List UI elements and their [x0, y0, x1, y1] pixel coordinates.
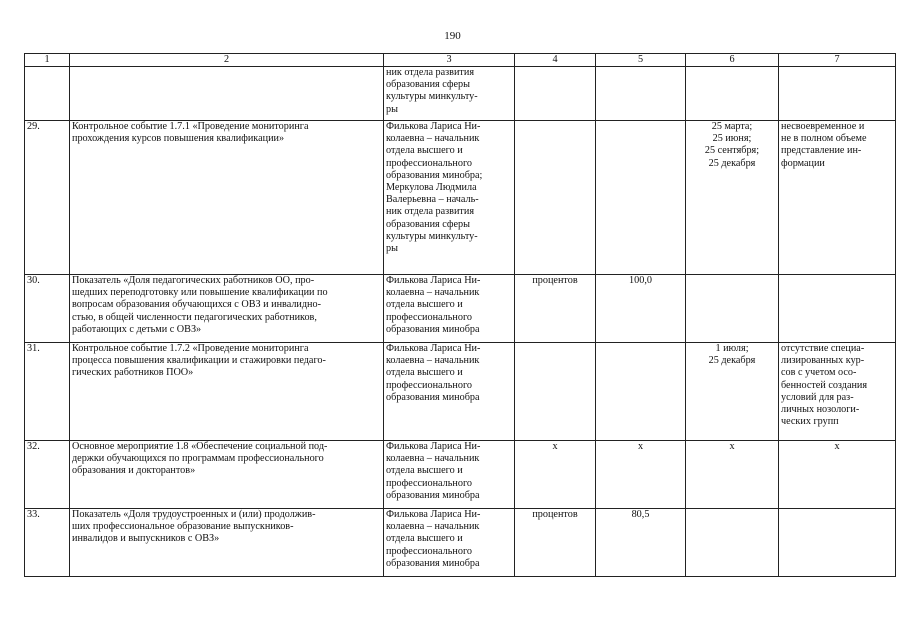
table-row — [25, 343, 896, 441]
cell-line: колаевна – начальник — [386, 521, 480, 533]
column-header: 3 — [384, 54, 515, 67]
cell-line: х — [834, 441, 840, 452]
row-unit — [515, 441, 596, 509]
cell-line: Филькова Лариса Ни- — [386, 343, 481, 354]
data-table — [24, 53, 896, 577]
cell-line: Филькова Лариса Ни- — [386, 509, 481, 520]
row-number: 32. — [25, 441, 70, 509]
row-responsible — [384, 441, 515, 509]
row-number: 29. — [25, 121, 70, 275]
row-responsible — [384, 121, 515, 275]
row-number: 31. — [25, 343, 70, 441]
cell-line: образования сферы — [386, 79, 470, 91]
row-responsible — [384, 509, 515, 577]
cell-line: 25 марта; — [711, 121, 753, 132]
row-dates — [686, 343, 779, 441]
column-header: 7 — [779, 54, 896, 67]
row-number: 33. — [25, 509, 70, 577]
column-header: 5 — [596, 54, 686, 67]
table-row — [25, 441, 896, 509]
row-unit — [515, 275, 596, 343]
row-risk — [779, 441, 896, 509]
row-dates — [686, 67, 779, 121]
cell-line: отдела высшего и — [386, 145, 463, 157]
cell-line: сов с учетом осо- — [781, 367, 857, 379]
row-value — [596, 441, 686, 509]
row-number: 30. — [25, 275, 70, 343]
cell-line: не в полном объеме — [781, 133, 867, 145]
cell-line: Контрольное событие 1.7.2 «Проведение мониторинга — [72, 343, 309, 354]
header-row — [25, 54, 896, 67]
cell-line: образования минобра — [386, 391, 480, 403]
cell-line: х — [729, 441, 735, 452]
cell-line: 25 июня; — [712, 133, 752, 145]
row-description — [70, 509, 384, 577]
cell-line: Показатель «Доля педагогических работников ОО, про- — [72, 275, 315, 286]
cell-line: 1 июля; — [715, 343, 749, 354]
table-body — [25, 67, 896, 577]
row-dates — [686, 275, 779, 343]
row-dates — [686, 121, 779, 275]
cell-line: ник отдела развития — [386, 206, 475, 218]
cell-line: бенностей создания — [781, 379, 868, 391]
cell-line: 25 сентября; — [704, 145, 760, 157]
cell-line: Основное мероприятие 1.8 «Обеспечение социальной под- — [72, 441, 328, 452]
cell-line: условий для раз- — [781, 391, 854, 403]
cell-line: отдела высшего и — [386, 367, 463, 379]
cell-line: культуры минкульту- — [386, 91, 478, 103]
cell-line: колаевна – начальник — [386, 355, 480, 367]
row-number — [25, 67, 70, 121]
table-row — [25, 67, 896, 121]
row-unit — [515, 343, 596, 441]
cell-line: образования сферы — [386, 218, 470, 230]
cell-line: колаевна – начальник — [386, 287, 480, 299]
row-value — [596, 121, 686, 275]
cell-line: колаевна – начальник — [386, 453, 480, 465]
row-value — [596, 343, 686, 441]
row-responsible — [384, 275, 515, 343]
cell-line: держки обучающихся по программам профессионального — [72, 453, 324, 465]
row-description — [70, 441, 384, 509]
row-value — [596, 275, 686, 343]
cell-line: 80,5 — [631, 509, 650, 520]
row-responsible — [384, 343, 515, 441]
cell-line: отдела высшего и — [386, 533, 463, 545]
cell-line: формации — [781, 157, 825, 169]
cell-line: Филькова Лариса Ни- — [386, 275, 481, 286]
cell-line: Меркулова Людмила — [386, 182, 477, 194]
cell-line: работающих с детьми с ОВЗ» — [72, 323, 202, 335]
cell-line: 25 декабря — [708, 157, 756, 169]
cell-line: инвалидов и выпускников с ОВЗ» — [72, 533, 220, 545]
row-value — [596, 67, 686, 121]
cell-line: образования минобра — [386, 557, 480, 569]
cell-line: стью, в общей численности педагогических работников, — [72, 311, 317, 323]
cell-line: профессионального — [386, 545, 472, 557]
column-header: 4 — [515, 54, 596, 67]
row-unit — [515, 509, 596, 577]
table-row — [25, 121, 896, 275]
row-dates — [686, 509, 779, 577]
cell-line: образования минобра — [386, 323, 480, 335]
cell-line: профессионального — [386, 311, 472, 323]
cell-line: ры — [386, 243, 398, 255]
cell-line: лизированных кур- — [781, 355, 865, 367]
row-description — [70, 67, 384, 121]
cell-line: Филькова Лариса Ни- — [386, 441, 481, 452]
row-risk — [779, 275, 896, 343]
cell-line: несвоевременное и — [781, 121, 865, 132]
page-number: 190 — [444, 30, 461, 42]
cell-line: профессионального — [386, 477, 472, 489]
table-row — [25, 509, 896, 577]
cell-line: ших профессиональное образование выпускников- — [72, 521, 294, 533]
table-row — [25, 275, 896, 343]
cell-line: 25 декабря — [708, 355, 756, 367]
cell-line: личных нозологи- — [781, 404, 860, 416]
cell-line: процентов — [532, 275, 578, 286]
column-header: 2 — [70, 54, 384, 67]
column-header: 6 — [686, 54, 779, 67]
row-risk — [779, 121, 896, 275]
cell-line: отдела высшего и — [386, 299, 463, 311]
cell-line: Валерьевна – началь- — [386, 194, 479, 206]
row-risk — [779, 509, 896, 577]
row-dates — [686, 441, 779, 509]
row-risk — [779, 67, 896, 121]
cell-line: образования и докторантов» — [72, 465, 196, 477]
row-value — [596, 509, 686, 577]
cell-line: колаевна – начальник — [386, 133, 480, 145]
cell-line: Показатель «Доля трудоустроенных и (или) продолжив- — [72, 509, 316, 520]
row-unit — [515, 67, 596, 121]
cell-line: Филькова Лариса Ни- — [386, 121, 481, 132]
cell-line: процесса повышения квалификации и стажировки педаго- — [72, 355, 326, 367]
cell-line: ник отдела развития — [386, 67, 475, 78]
row-description — [70, 275, 384, 343]
cell-line: 100,0 — [629, 275, 652, 286]
cell-line: представление ин- — [781, 145, 862, 157]
row-responsible — [384, 67, 515, 121]
cell-line: вопросам образования обучающихся с ОВЗ и инвалидно- — [72, 299, 321, 311]
row-risk — [779, 343, 896, 441]
row-description — [70, 343, 384, 441]
cell-line: шедших переподготовку или повышение квалификации по — [72, 287, 328, 299]
cell-line: отдела высшего и — [386, 465, 463, 477]
cell-line: прохождения курсов повышения квалификации» — [72, 133, 285, 145]
cell-line: ры — [386, 103, 398, 115]
cell-line: профессионального — [386, 379, 472, 391]
cell-line: образования минобра; — [386, 169, 483, 181]
cell-line: образования минобра — [386, 489, 480, 501]
cell-line: гических работников ПОО» — [72, 367, 194, 379]
cell-line: Контрольное событие 1.7.1 «Проведение мониторинга — [72, 121, 309, 132]
cell-line: процентов — [532, 509, 578, 520]
cell-line: культуры минкульту- — [386, 230, 478, 242]
row-unit — [515, 121, 596, 275]
cell-line: ческих групп — [781, 416, 839, 428]
column-header: 1 — [25, 54, 70, 67]
cell-line: отсутствие специа- — [781, 343, 865, 354]
cell-line: профессионального — [386, 157, 472, 169]
cell-line: х — [552, 441, 558, 452]
row-description — [70, 121, 384, 275]
cell-line: х — [637, 441, 644, 452]
